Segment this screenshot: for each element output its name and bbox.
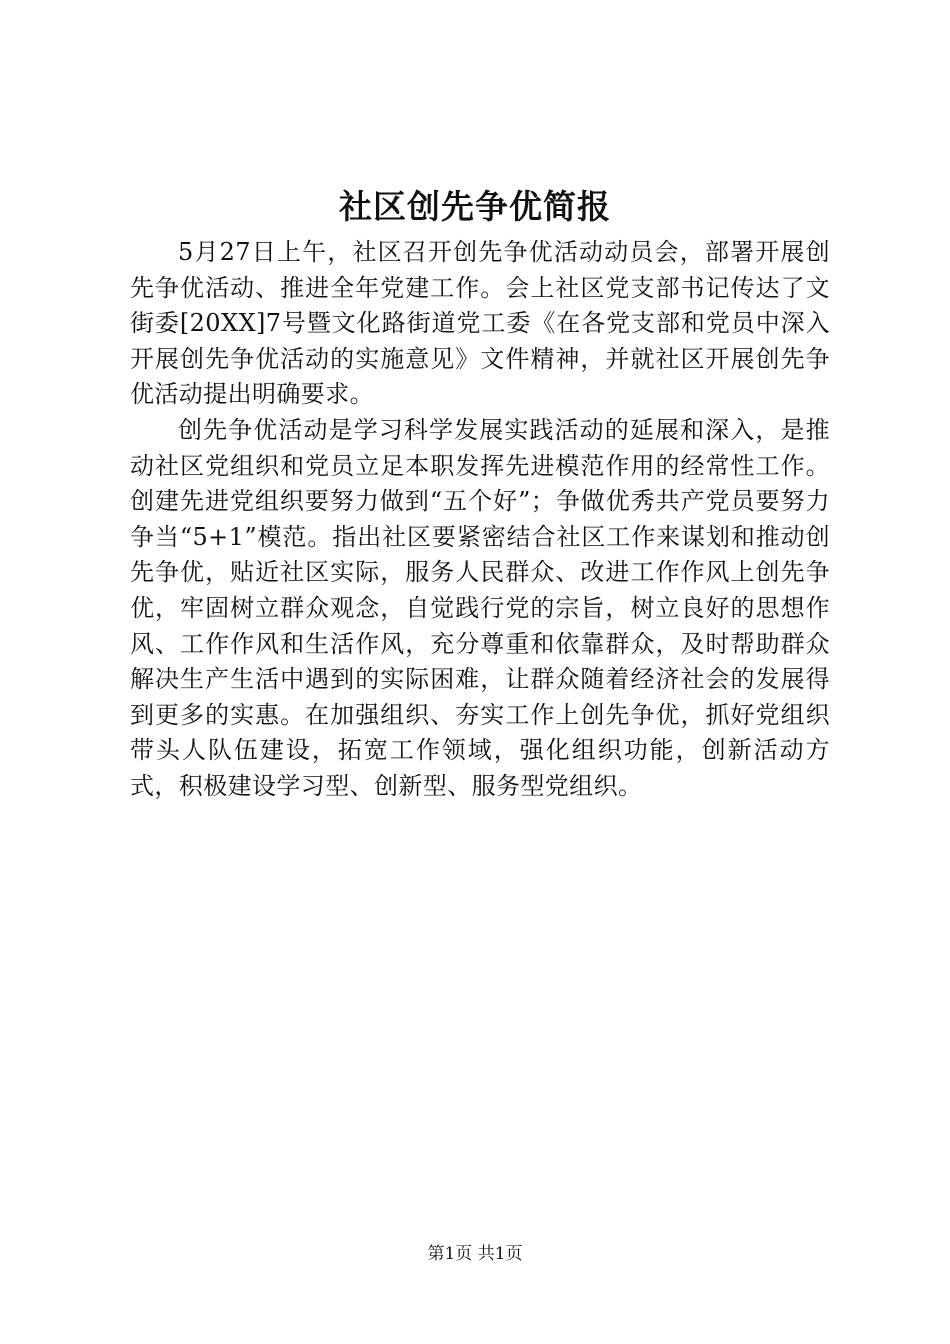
document-body	[130, 235, 830, 805]
paragraph-2: 创先争优活动是学习科学发展实践活动的延展和深入，是推动社区党组织和党员立足本职发挥先进模范作用的经常性工作。创建先进党组织要努力做到“五个好”；争做优秀共产党员要努力争当“5+1”模范。指出社区要紧密结合社区工作来谋划和推动创先争优，贴近社区实际，服务人民群众、改进工作作风上创先争优，牢固树立群众观念，自觉践行党的宗旨，树立良好的思想作风、工作作风和生活作风，充分尊重和依靠群众，及时帮助群众解决生产生活中遇到的实际困难，让群众随着经济社会的发展得到更多的实惠。在加强组织、夯实工作上创先争优，抓好党组织带头人队伍建设，拓宽工作领域，强化组织功能，创新活动方式，积极建设学习型、创新型、服务型党组织。	[130, 415, 830, 800]
document-title: 社区创先争优简报	[339, 187, 611, 226]
paragraph-1: 5月27日上午，社区召开创先争优活动动员会，部署开展创先争优活动、推进全年党建工作。会上社区党支部书记传达了文街委[20XX]7号暨文化路街道党工委《在各党支部和党员中深入开展创先争优活动的实施意见》文件精神，并就社区开展创先争优活动提出明确要求。	[130, 238, 830, 409]
page-number-footer: 第1页 共1页	[427, 1244, 523, 1264]
